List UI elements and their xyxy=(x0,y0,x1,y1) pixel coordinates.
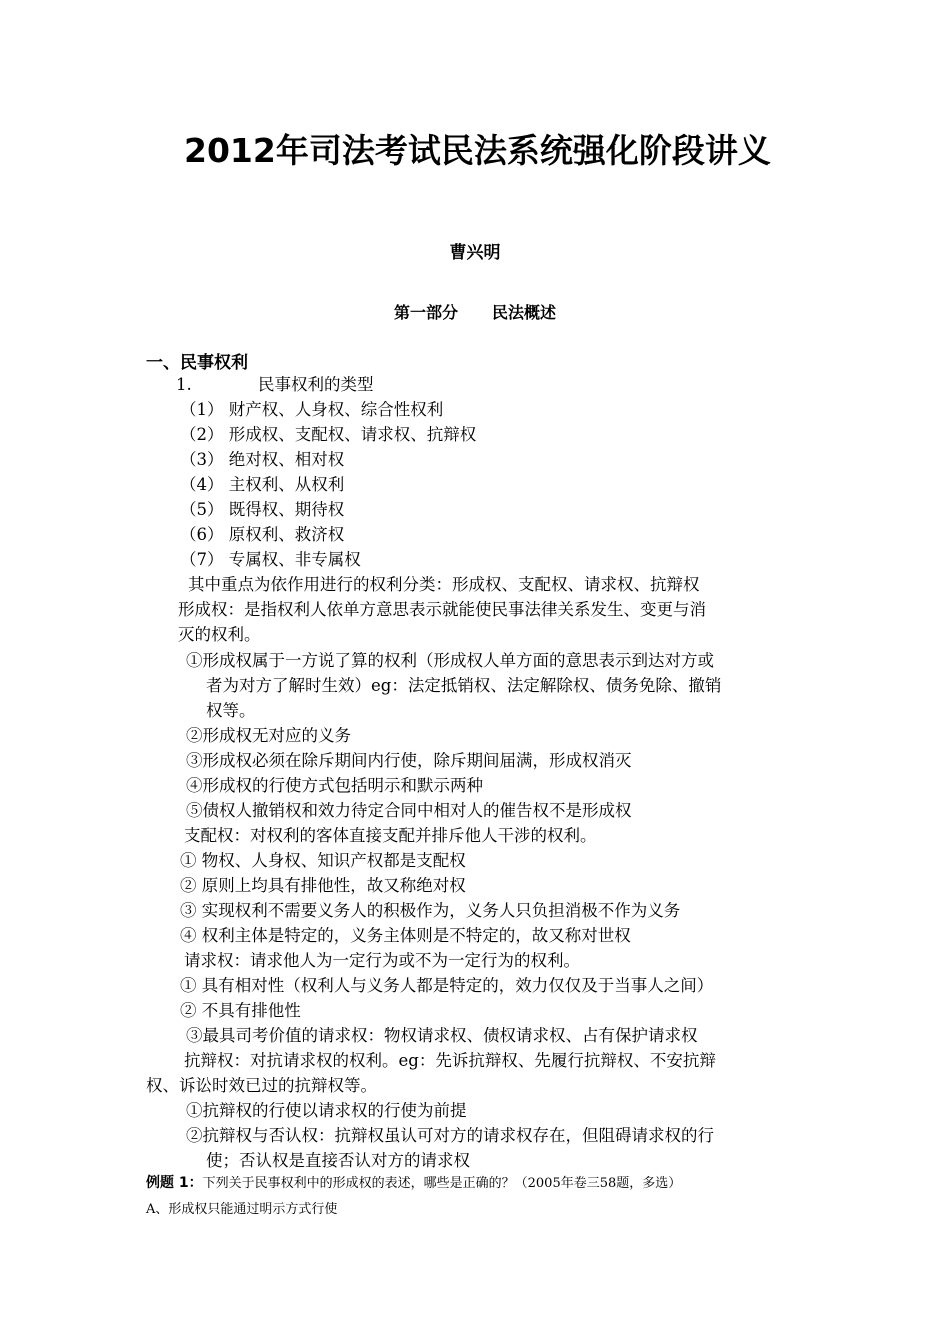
dominion-definition: 支配权：对权利的客体直接支配并排斥他人干涉的权利。 xyxy=(184,826,597,845)
part-name: 民法概述 xyxy=(492,303,557,322)
type-item: （3） 绝对权、相对权 xyxy=(180,450,345,469)
example-question-text: 下列关于民事权利中的形成权的表述，哪些是正确的？（2005年卷三58题，多选） xyxy=(202,1176,682,1191)
dominion-point: ① 物权、人身权、知识产权都是支配权 xyxy=(180,851,466,870)
formation-definition: 形成权：是指权利人依单方意思表示就能使民事法律关系发生、变更与消 xyxy=(178,600,706,619)
document-title: 2012年司法考试民法系统强化阶段讲义 xyxy=(184,131,771,170)
formation-point: ④形成权的行使方式包括明示和默示两种 xyxy=(186,776,483,795)
dominion-point: ② 原则上均具有排他性，故又称绝对权 xyxy=(180,876,466,895)
formation-point: ⑤债权人撤销权和效力待定合同中相对人的催告权不是形成权 xyxy=(186,801,632,820)
claim-definition: 请求权：请求他人为一定行为或不为一定行为的权利。 xyxy=(184,951,580,970)
claim-point: ② 不具有排他性 xyxy=(180,1001,301,1020)
part-label: 第一部分 xyxy=(393,303,458,322)
type-item: （1） 财产权、人身权、综合性权利 xyxy=(180,400,444,419)
type-item: （2） 形成权、支配权、请求权、抗辩权 xyxy=(180,425,477,444)
example-question xyxy=(146,1172,681,1192)
formation-point: ①形成权属于一方说了算的权利（形成权人单方面的意思表示到达对方或 xyxy=(186,651,714,670)
subsection-label: 民事权利的类型 xyxy=(258,375,374,394)
defense-point: ②抗辩权与否认权：抗辩权虽认可对方的请求权存在，但阻碍请求权的行 xyxy=(186,1126,714,1145)
type-item: （4） 主权利、从权利 xyxy=(180,475,345,494)
type-item: （5） 既得权、期待权 xyxy=(180,500,345,519)
subsection-number: 1. xyxy=(176,375,192,394)
dominion-point: ③ 实现权利不需要义务人的积极作为，义务人只负担消极不作为义务 xyxy=(180,901,681,920)
focus-line: 其中重点为依作用进行的权利分类：形成权、支配权、请求权、抗辩权 xyxy=(188,575,700,594)
defense-point: ①抗辩权的行使以请求权的行使为前提 xyxy=(186,1101,467,1120)
formation-point-cont: 者为对方了解时生效）eg：法定抵销权、法定解除权、债务免除、撤销 xyxy=(206,676,722,695)
formation-definition-cont: 灭的权利。 xyxy=(178,625,261,644)
author-name: 曹兴明 xyxy=(449,243,501,263)
example-label: 例题 1： xyxy=(146,1175,203,1191)
type-item: （6） 原权利、救济权 xyxy=(180,525,345,544)
dominion-point: ④ 权利主体是特定的，义务主体则是不特定的，故又称对世权 xyxy=(180,926,631,945)
defense-definition-cont: 权、诉讼时效已过的抗辩权等。 xyxy=(146,1076,377,1095)
section-heading: 一、民事权利 xyxy=(146,353,248,373)
claim-point: ③最具司考价值的请求权：物权请求权、债权请求权、占有保护请求权 xyxy=(186,1026,698,1045)
defense-point-cont: 使；否认权是直接否认对方的请求权 xyxy=(206,1151,470,1170)
defense-definition: 抗辩权：对抗请求权的权利。eg：先诉抗辩权、先履行抗辩权、不安抗辩 xyxy=(184,1051,716,1070)
formation-point: ②形成权无对应的义务 xyxy=(186,726,351,745)
part-heading xyxy=(0,300,950,323)
formation-point-cont: 权等。 xyxy=(206,701,256,720)
example-option-a: A、形成权只能通过明示方式行使 xyxy=(146,1202,338,1217)
type-item: （7） 专属权、非专属权 xyxy=(180,550,361,569)
claim-point: ① 具有相对性（权利人与义务人都是特定的，效力仅仅及于当事人之间） xyxy=(180,976,714,995)
formation-point: ③形成权必须在除斥期间内行使，除斥期间届满，形成权消灭 xyxy=(186,751,632,770)
subsection-heading xyxy=(176,372,374,397)
